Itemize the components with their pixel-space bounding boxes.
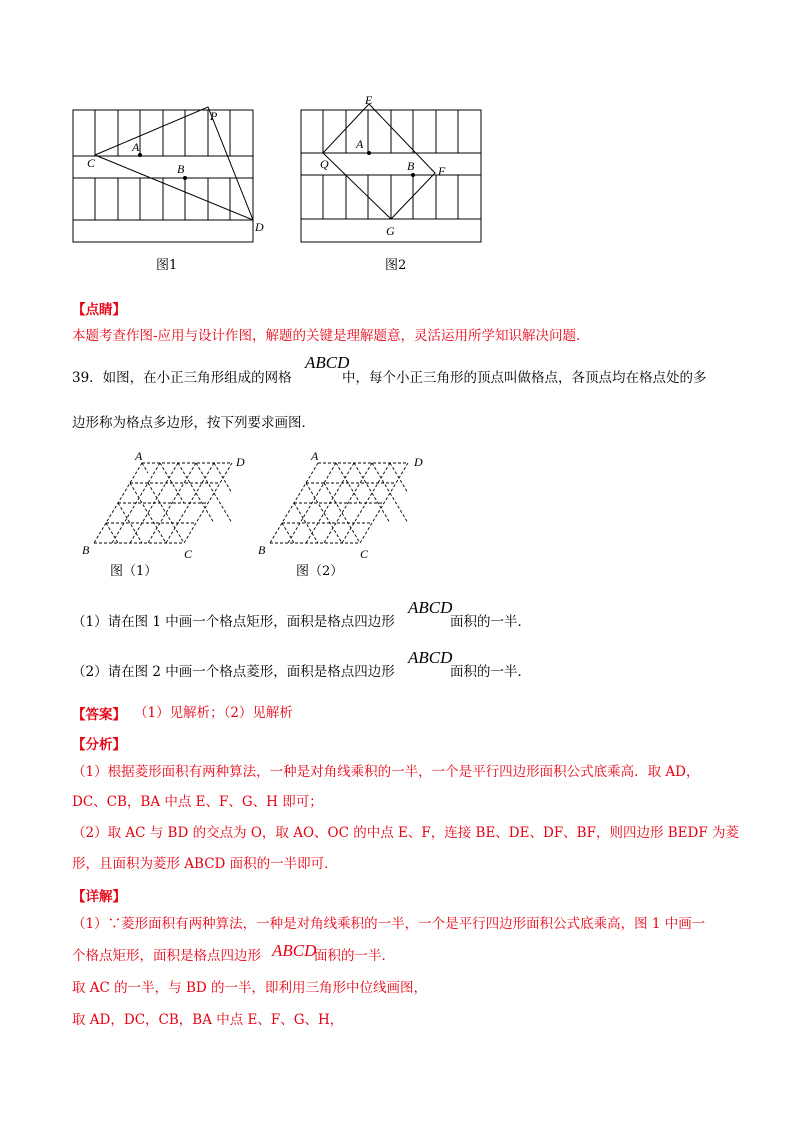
fig1-label-b: B: [177, 162, 185, 176]
q39-part2-math: ABCD: [408, 648, 453, 667]
fig1-label-p: P: [210, 109, 218, 123]
q39-part2-a: （2）请在图 2 中画一个格点菱形，面积是格点四边形: [72, 664, 395, 680]
fig1-label-c: C: [87, 156, 96, 170]
detail-line2-b: 面积的一半．: [314, 948, 395, 964]
detail-line4: 取 AD，DC，CB，BA 中点 E、F、G、H，: [72, 1012, 344, 1028]
rh2-label-c: C: [360, 547, 369, 561]
fig2-label-f: F: [438, 164, 446, 178]
top-figure-2: [292, 90, 492, 275]
rh2-label-d: D: [414, 455, 423, 469]
rh2-label-a: A: [311, 449, 319, 463]
rh1-label-d: D: [236, 455, 245, 469]
detail-heading: 【详解】: [72, 889, 126, 905]
q39-part1-b: 面积的一半．: [450, 614, 531, 630]
fig2-label-e: E: [365, 93, 373, 107]
detail-line2-a: 个格点矩形，面积是格点四边形: [72, 948, 261, 964]
top-figure-1-caption: 图1: [156, 258, 178, 273]
rh1-label-a: A: [135, 449, 143, 463]
q39-part1-math: ABCD: [408, 598, 453, 617]
top-figure-2-caption: 图2: [385, 258, 407, 273]
fig2-label-q: Q: [320, 157, 329, 171]
q39-part2-b: 面积的一半．: [450, 664, 531, 680]
answer-text: （1）见解析；（2）见解析: [134, 705, 293, 721]
q39-math-abcd: ABCD: [305, 353, 350, 372]
analysis-line4: 形，且面积为菱形 ABCD 面积的一半即可．: [72, 856, 338, 872]
fig1-label-a: A: [132, 140, 140, 154]
analysis-line1: （1）根据菱形面积有两种算法，一种是对角线乘积的一半，一个是平行四边形面积公式底乘高．取 AD，: [72, 764, 700, 780]
q39-line1-b: 中，每个小正三角形的顶点叫做格点，各顶点均在格点处的多: [342, 370, 707, 386]
q39-line2: 边形称为格点多边形，按下列要求画图．: [72, 415, 315, 431]
q39-line1-a: 39．如图，在小正三角形组成的网格: [72, 370, 292, 386]
rhombus-figure-1: [80, 448, 260, 578]
analysis-line3: （2）取 AC 与 BD 的交点为 O，取 AO、OC 的中点 E、F，连接 BE、DE、DF、BF，则四边形 BEDF 为菱: [72, 825, 740, 841]
dianjing-text: 本题考查作图-应用与设计作图，解题的关键是理解题意，灵活运用所学知识解决问题.: [72, 328, 581, 344]
analysis-heading: 【分析】: [72, 737, 126, 753]
detail-line1: （1）∵菱形面积有两种算法，一种是对角线乘积的一半，一个是平行四边形面积公式底乘高，图 1 中画一: [72, 916, 706, 932]
answer-heading: 【答案】: [72, 707, 126, 723]
rhombus-figure-2-caption: 图（2）: [296, 564, 344, 579]
rh2-label-b: B: [258, 543, 266, 557]
rh1-label-b: B: [82, 543, 90, 557]
rh1-label-c: C: [184, 547, 193, 561]
fig1-label-d: D: [255, 220, 264, 234]
dianjing-heading: 【点睛】: [72, 302, 126, 318]
rhombus-figure-1-caption: 图（1）: [110, 564, 158, 579]
fig2-label-b: B: [407, 159, 415, 173]
analysis-line2: DC、CB，BA 中点 E、F、G、H 即可；: [72, 794, 323, 810]
top-figure-1: [60, 95, 275, 275]
rhombus-figure-2: [256, 448, 436, 578]
fig2-label-a: A: [356, 137, 364, 151]
fig2-label-g: G: [386, 224, 395, 238]
detail-line3: 取 AC 的一半，与 BD 的一半，即利用三角形中位线画图，: [72, 980, 427, 996]
q39-part1-a: （1）请在图 1 中画一个格点矩形，面积是格点四边形: [72, 614, 395, 630]
detail-line2-math: ABCD: [272, 941, 317, 960]
